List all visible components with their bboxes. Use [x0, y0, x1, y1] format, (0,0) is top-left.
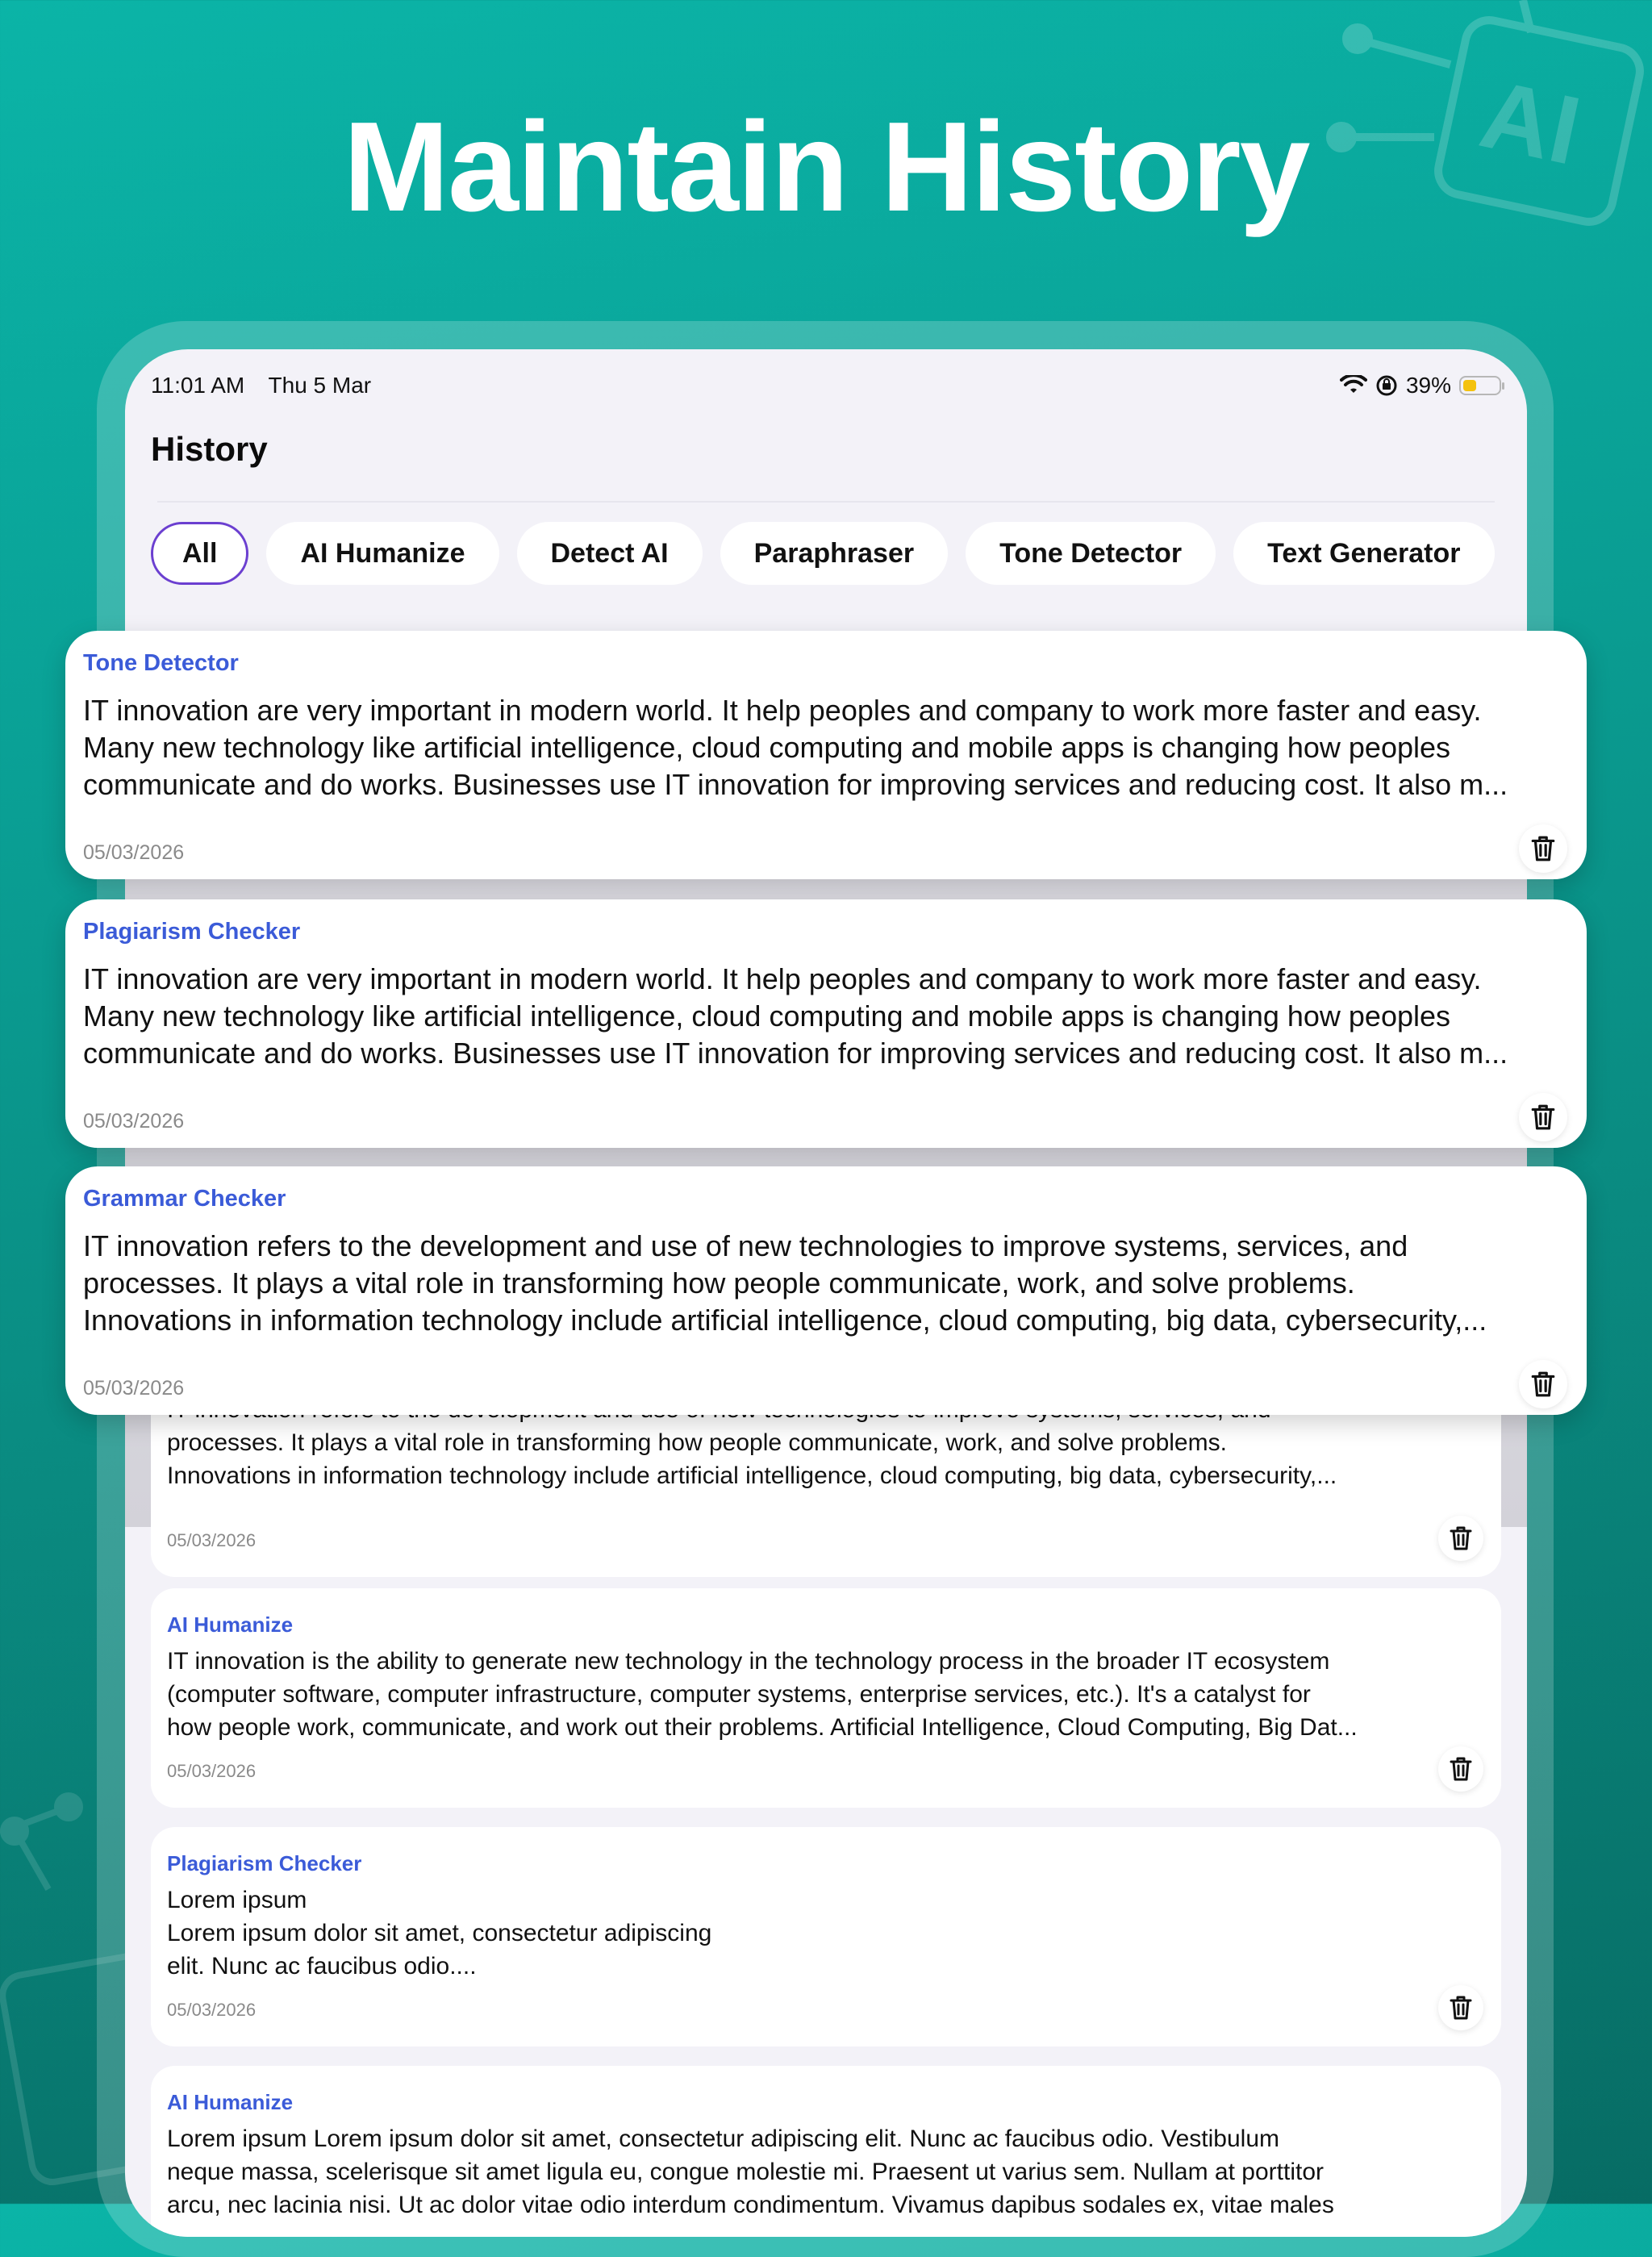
- trash-icon: [1530, 835, 1556, 862]
- delete-button[interactable]: [1438, 1746, 1483, 1792]
- divider: [157, 501, 1495, 503]
- status-time: 11:01 AM: [151, 373, 245, 398]
- delete-button[interactable]: [1519, 824, 1567, 873]
- history-card[interactable]: [151, 2066, 1501, 2237]
- page-title: History: [151, 430, 268, 468]
- card-category: AI Humanize: [167, 1612, 294, 1637]
- trash-icon: [1449, 1756, 1473, 1782]
- history-card[interactable]: [151, 1390, 1501, 1577]
- trash-icon: [1530, 1370, 1556, 1398]
- svg-text:AI: AI: [1471, 59, 1590, 186]
- card-category: Plagiarism Checker: [167, 1851, 362, 1875]
- card-text: processes. It plays a vital role in transforming how people communicate, work, and solve problems. Innovations in information technology include artificial intelligence, cloud computing, big data, cybersecurity,...: [167, 1429, 1337, 1489]
- card-category: AI Humanize: [167, 2090, 294, 2114]
- delete-button[interactable]: [1438, 1985, 1483, 2030]
- card-text: IT innovation are very important in modern world. It help peoples and company to work more faster and easy. Many new technology like artificial intelligence, cloud computing and mobile apps is changing how peoples communicate and do works. Businesses use IT innovation for improving services and reducing cost. It also m...: [83, 694, 1508, 801]
- highlight-history-card[interactable]: [65, 1166, 1587, 1415]
- headline: Maintain History: [343, 96, 1309, 238]
- tab-all[interactable]: All: [151, 522, 248, 585]
- card-text: IT innovation refers to the development and use of new technologies to improve systems, services, and processes. It plays a vital role in transforming how people communicate, work, and solve problems. Innovations in information technology include artificial intelligence, cloud computing, big data, cybersecurity,...: [83, 1229, 1487, 1337]
- tab-text-generator[interactable]: Text Generator: [1233, 522, 1494, 585]
- card-date: 05/03/2026: [167, 2000, 257, 2020]
- battery-icon: [1459, 376, 1501, 395]
- card-text: IT innovation are very important in modern world. It help peoples and company to work more faster and easy. Many new technology like artificial intelligence, cloud computing and mobile apps is changing how peoples communicate and do works. Businesses use IT innovation for improving services and reducing cost. It also m...: [83, 962, 1508, 1070]
- tab-paraphraser[interactable]: Paraphraser: [720, 522, 948, 585]
- card-text: IT innovation is the ability to generate new technology in the technology process in the broader IT ecosystem (computer software, computer infrastructure, computer systems, enterprise services, etc.). It's a catalyst for how people work, communicate, and work out their problems. Artificial Intelligence, Cloud Computing, Big Dat...: [167, 1648, 1358, 1741]
- card-date: 05/03/2026: [167, 1530, 257, 1550]
- delete-button[interactable]: [1519, 1360, 1567, 1408]
- tab-detect-ai[interactable]: Detect AI: [517, 522, 703, 585]
- history-card[interactable]: [151, 1827, 1501, 2046]
- card-date: 05/03/2026: [83, 1110, 185, 1133]
- trash-icon: [1449, 1525, 1473, 1551]
- highlight-history-card[interactable]: [65, 899, 1587, 1148]
- delete-button[interactable]: [1438, 1516, 1483, 1561]
- card-date: 05/03/2026: [83, 841, 185, 864]
- card-category: Tone Detector: [83, 650, 239, 676]
- status-date: Thu 5 Mar: [268, 373, 372, 398]
- tab-ai-humanize[interactable]: AI Humanize: [266, 522, 499, 585]
- wifi-icon: [1340, 375, 1367, 396]
- history-card[interactable]: [151, 1588, 1501, 1808]
- highlight-history-card[interactable]: [65, 631, 1587, 879]
- card-text: Lorem ipsum Lorem ipsum dolor sit amet, consectetur adipiscing elit. Nunc ac faucibus odio....: [167, 1887, 712, 1980]
- status-bar: [151, 365, 1501, 406]
- trash-icon: [1530, 1103, 1556, 1131]
- card-date: 05/03/2026: [167, 1761, 257, 1781]
- card-date: 05/03/2026: [83, 1377, 185, 1400]
- card-category: Plagiarism Checker: [83, 919, 301, 945]
- card-text: Lorem ipsum Lorem ipsum dolor sit amet, consectetur adipiscing elit. Nunc ac faucibus odio. Vestibulum neque massa, scelerisque sit amet ligula eu, congue molestie mi. Praesent ut varius sem. Nullam at porttitor arcu, nec lacinia nisi. Ut ac dolor vitae odio interdum condimentum. Vivamus dapibus sodales ex, vitae males: [167, 2126, 1334, 2218]
- filter-tabs: [151, 522, 1495, 585]
- trash-icon: [1449, 1995, 1473, 2021]
- delete-button[interactable]: [1519, 1093, 1567, 1141]
- card-category: Grammar Checker: [83, 1186, 286, 1212]
- rotation-lock-icon: [1375, 374, 1398, 397]
- tab-tone-detector[interactable]: Tone Detector: [966, 522, 1216, 585]
- battery-percent: 39%: [1405, 373, 1451, 398]
